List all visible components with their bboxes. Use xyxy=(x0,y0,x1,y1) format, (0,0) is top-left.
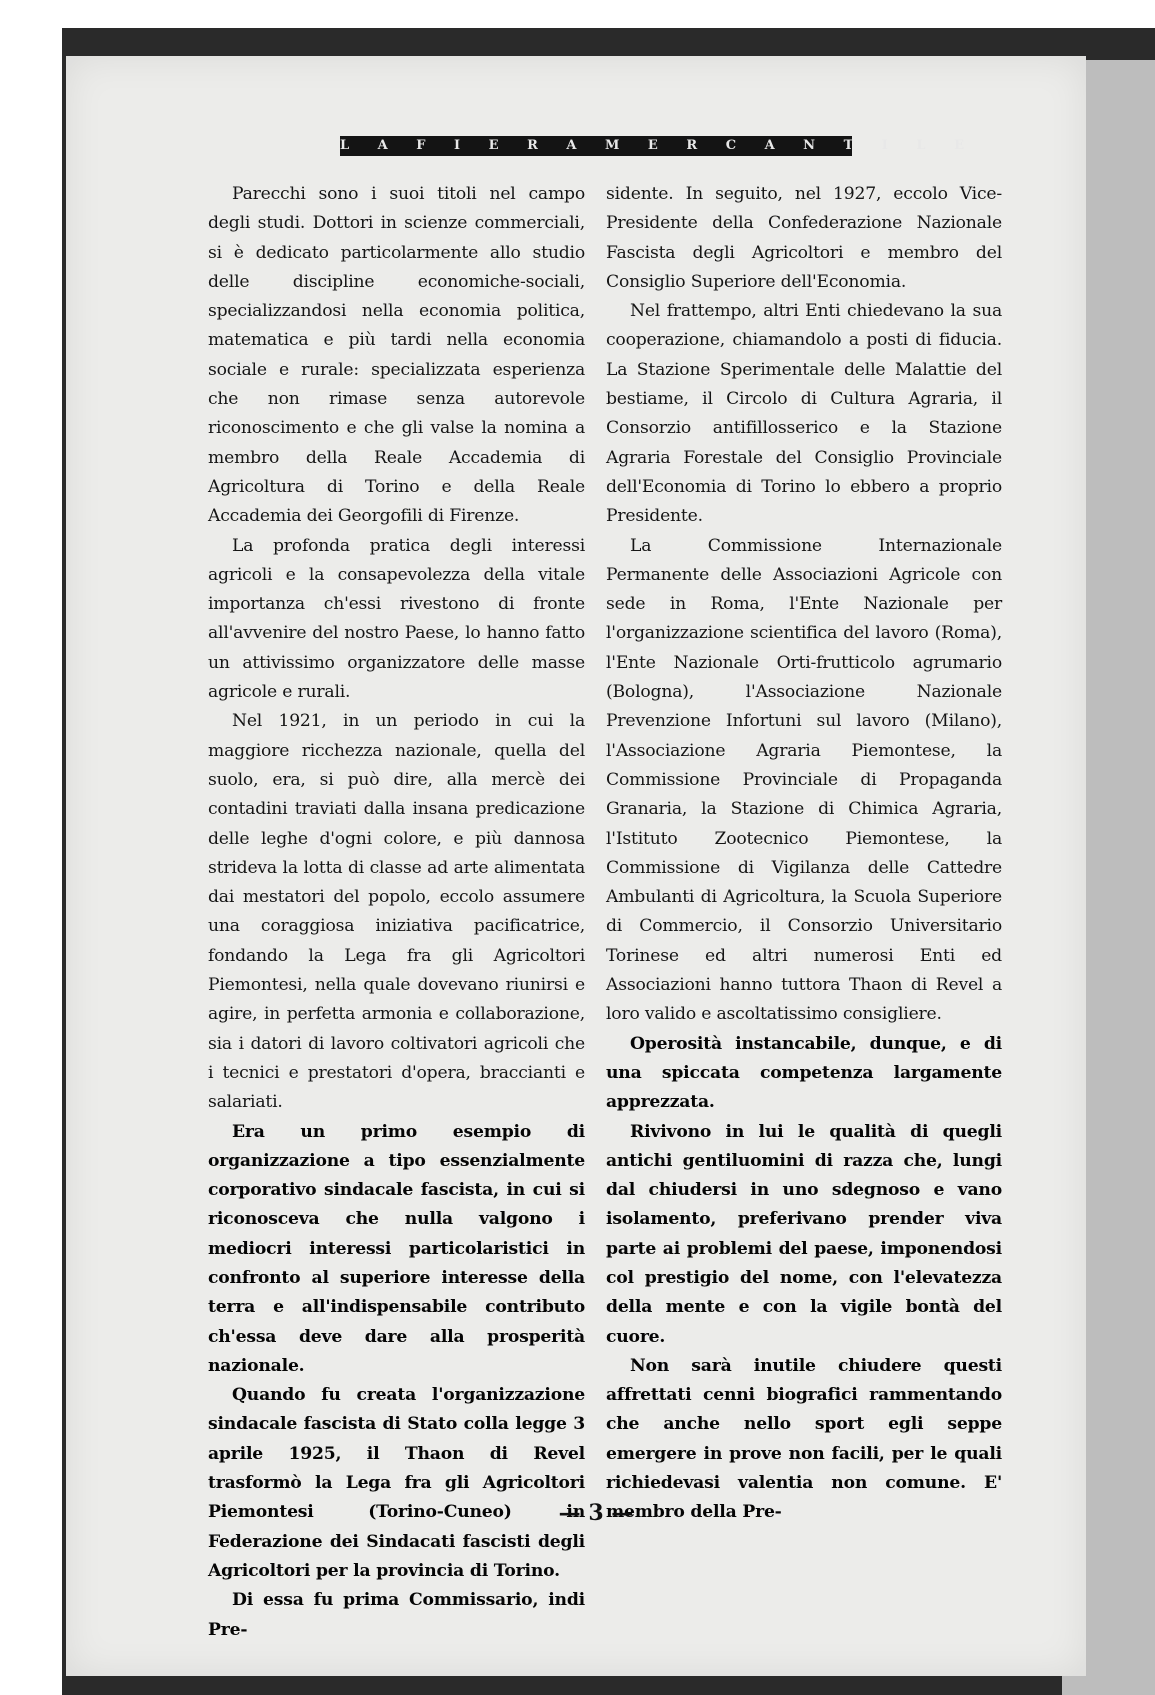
paragraph: Non sarà inutile chiudere questi affrettati cenni biografici rammentando che anche nello sport egli seppe emergere in prove non facili, per le quali richiedevasi valentia non comune. E' membro della Pre- xyxy=(606,1355,1002,1523)
paragraph: Parecchi sono i suoi titoli nel campo degli studi. Dottori in scienze commerciali, si è dedicato particolarmente allo studio delle discipline economiche-sociali, specializzandosi nella economia politica, matematica e più tardi nella economia sociale e rurale: specializzata esperienza che non rimase senza autorevole riconoscimento e che gli valse la nomina a membro della Reale Accademia di Agricoltura di Torino e della Reale Accademia dei Georgofili di Firenze. xyxy=(208,184,585,527)
right-column xyxy=(606,180,1002,1528)
paragraph: Nel 1921, in un periodo in cui la maggiore ricchezza nazionale, quella del suolo, era, si può dire, alla mercè dei contadini traviati dalla insana predicazione delle leghe d'ogni colore, e più dannosa strideva la lotta di classe ad arte alimentata dai mestatori del popolo, eccolo assumere una coraggiosa iniziativa pacificatrice, fondando la Lega fra gli Agricoltori Piemontesi, nella quale dovevano riunirsi e agire, in perfetta armonia e collaborazione, sia i datori di lavoro coltivatori agricoli che i tecnici e prestatori d'opera, braccianti e salariati. xyxy=(208,711,585,1113)
paragraph: Operosità instancabile, dunque, e di una spiccata competenza largamente apprezzata. xyxy=(606,1033,1002,1113)
page-number: — 3 — xyxy=(558,1500,634,1526)
paragraph: Di essa fu prima Commissario, indi Pre- xyxy=(208,1590,585,1640)
left-column xyxy=(208,180,585,1645)
running-header: L A F I E R A M E R C A N T I L E xyxy=(340,136,852,156)
paragraph: La profonda pratica degli interessi agricoli e la consapevolezza della vitale importanza ch'essi rivestono di fronte all'avvenire del nostro Paese, lo hanno fatto un attivissimo organizzatore delle masse agricole e rurali. xyxy=(208,535,585,703)
paragraph: Quando fu creata l'organizzazione sindacale fascista di Stato colla legge 3 aprile 1925, il Thaon di Revel trasformò la Lega fra gli Agricoltori Piemontesi (Torino-Cuneo) in Federazione dei Sindacati fascisti degli Agricoltori per la provincia di Torino. xyxy=(208,1385,585,1581)
paragraph: La Commissione Internazionale Permanente delle Associazioni Agricole con sede in Roma, l'Ente Nazionale per l'organizzazione scientifica del lavoro (Roma), l'Ente Nazionale Orti-frutticolo agrumario (Bologna), l'Associazione Nazionale Prevenzione Infortuni sul lavoro (Milano), l'Associazione Agraria Piemontese, la Commissione Provinciale di Propaganda Granaria, la Stazione di Chimica Agraria, l'Istituto Zootecnico Piemontese, la Commissione di Vigilanza delle Cattedre Ambulanti di Agricoltura, la Scuola Superiore di Commercio, il Consorzio Universitario Torinese ed altri numerosi Enti ed Associazioni hanno tuttora Thaon di Revel a loro valido e ascoltatissimo consigliere. xyxy=(606,535,1002,1025)
paragraph: Rivivono in lui le qualità di quegli antichi gentiluomini di razza che, lungi dal chiudersi in uno sdegnoso e vano isolamento, preferivano prender viva parte ai problemi del paese, imponendosi col prestigio del nome, con l'elevatezza della mente e con la vigile bontà del cuore. xyxy=(606,1121,1002,1347)
paragraph: Era un primo esempio di organizzazione a tipo essenzialmente corporativo sindacale fascista, in cui si riconosceva che nulla valgono i mediocri interessi particolaristici in confronto al superiore interesse della terra e all'indispensabile contributo ch'essa deve dare alla prosperità nazionale. xyxy=(208,1121,585,1376)
paragraph: sidente. In seguito, nel 1927, eccolo Vice-Presidente della Confederazione Nazionale Fascista degli Agricoltori e membro del Consiglio Superiore dell'Economia. xyxy=(606,184,1002,292)
paragraph: Nel frattempo, altri Enti chiedevano la sua cooperazione, chiamandolo a posti di fiducia. La Stazione Sperimentale delle Malattie del bestiame, il Circolo di Cultura Agraria, il Consorzio antifillosserico e la Stazione Agraria Forestale del Consiglio Provinciale dell'Economia di Torino lo ebbero a proprio Presidente. xyxy=(606,301,1002,527)
